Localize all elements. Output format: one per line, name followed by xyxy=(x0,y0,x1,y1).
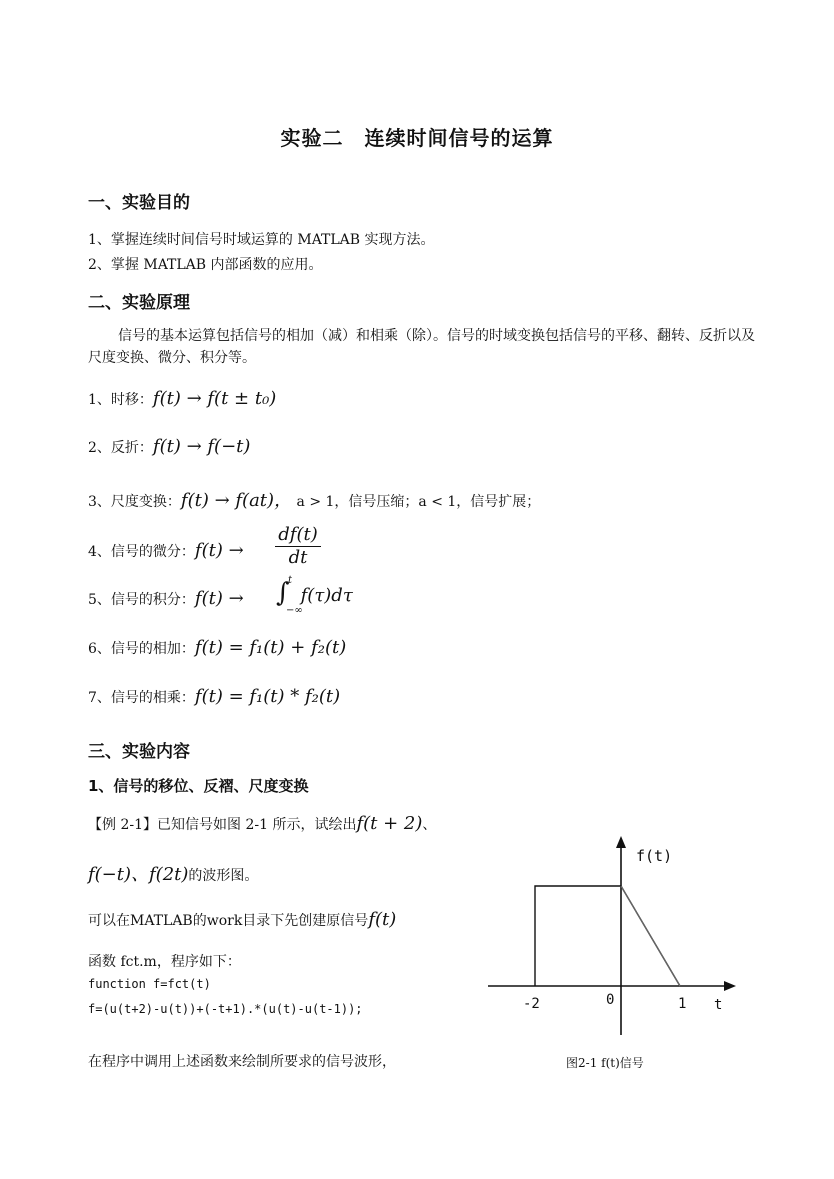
subheading-shift: 1、信号的移位、反褶、尺度变换 xyxy=(88,777,309,795)
scaling-note: a > 1，信号压缩；a < 1，信号扩展； xyxy=(296,494,541,510)
formula-time-shift: f(t) → f(t ± t₀) xyxy=(152,388,277,409)
example-line-3 xyxy=(88,909,396,930)
page-title: 实验二 连续时间信号的运算 xyxy=(280,126,554,150)
principle-item-2 xyxy=(88,436,250,457)
integral-sign: ∫ xyxy=(276,578,290,608)
example-line-2 xyxy=(88,860,258,886)
formula-derivative-lhs: f(t) → xyxy=(194,540,244,561)
tick-label-0: 0 xyxy=(606,992,615,1008)
example-line-1 xyxy=(88,813,436,834)
formula-integral-lhs: f(t) → xyxy=(194,588,244,609)
example-formula: f(t + 2) xyxy=(356,813,423,834)
item-label: 7、信号的相乘： xyxy=(88,690,195,706)
principle-paragraph: 信号的基本运算包括信号的相加（减）和相乘（除）。信号的时域变换包括信号的平移、翻转、反折以及尺度变换、微分、积分等。 xyxy=(88,328,755,366)
principle-item-3 xyxy=(88,486,540,512)
item-label: 1、时移： xyxy=(88,392,153,408)
integral-upper: t xyxy=(288,575,293,586)
purpose-item-1: 1、掌握连续时间信号时域运算的 MATLAB 实现方法。 xyxy=(88,232,435,248)
signal-ramp xyxy=(621,886,680,986)
principle-item-6 xyxy=(88,637,346,658)
formula-multiplication: f(t) = f₁(t) * f₂(t) xyxy=(194,686,341,707)
item-label: 4、信号的微分： xyxy=(88,544,195,560)
example-line2-text: 的波形图。 xyxy=(188,868,259,884)
example-line-4: 函数 fct.m，程序如下： xyxy=(88,954,241,970)
formula-scaling: f(t) → f(at)， xyxy=(180,490,293,511)
item-label: 5、信号的积分： xyxy=(88,592,195,608)
example-formulas: f(−t)、f(2t) xyxy=(88,864,189,885)
example-sep: 、 xyxy=(422,817,437,833)
section-heading-purpose: 一、实验目的 xyxy=(88,193,190,213)
principle-item-5 xyxy=(88,588,244,609)
line3-formula: f(t) xyxy=(368,909,397,930)
x-axis-label: t xyxy=(714,997,723,1013)
purpose-item-2: 2、掌握 MATLAB 内部函数的应用。 xyxy=(88,257,323,273)
section-heading-principle: 二、实验原理 xyxy=(88,293,190,313)
code-line-1: function f=fct(t) xyxy=(88,977,211,991)
integral-expression xyxy=(276,575,353,616)
tick-label-neg2: -2 xyxy=(523,996,540,1012)
code-line-2: f=(u(t+2)-u(t))+(-t+1).*(u(t)-u(t-1)); xyxy=(88,1002,363,1016)
item-label: 6、信号的相加： xyxy=(88,641,195,657)
fraction-numerator: df(t) xyxy=(275,524,321,547)
principle-item-4 xyxy=(88,540,244,561)
tick-label-1: 1 xyxy=(678,996,687,1012)
integral-body: f(τ)dτ xyxy=(300,585,353,606)
signal-figure xyxy=(480,830,750,1045)
formula-addition: f(t) = f₁(t) + f₂(t) xyxy=(194,637,347,658)
signal-waveform xyxy=(535,886,680,986)
integral-lower: −∞ xyxy=(286,605,303,616)
x-axis-arrow xyxy=(724,981,736,991)
formula-reflection: f(t) → f(−t) xyxy=(152,436,251,457)
derivative-fraction xyxy=(275,524,321,568)
fraction-denominator: dt xyxy=(288,547,308,568)
item-label: 3、尺度变换： xyxy=(88,494,181,510)
example-prefix: 【例 2-1】已知信号如图 2-1 所示，试绘出 xyxy=(88,817,357,833)
figure-caption: 图2-1 f(t)信号 xyxy=(566,1056,644,1070)
y-axis-arrow xyxy=(616,836,626,848)
line3-text: 可以在MATLAB的work目录下先创建原信号 xyxy=(88,913,369,929)
principle-item-1 xyxy=(88,388,276,409)
section-heading-content: 三、实验内容 xyxy=(88,742,190,762)
item-label: 2、反折： xyxy=(88,440,153,456)
final-line: 在程序中调用上述函数来绘制所要求的信号波形， xyxy=(88,1054,396,1070)
principle-item-7 xyxy=(88,686,340,707)
y-axis-label: f(t) xyxy=(636,847,673,865)
